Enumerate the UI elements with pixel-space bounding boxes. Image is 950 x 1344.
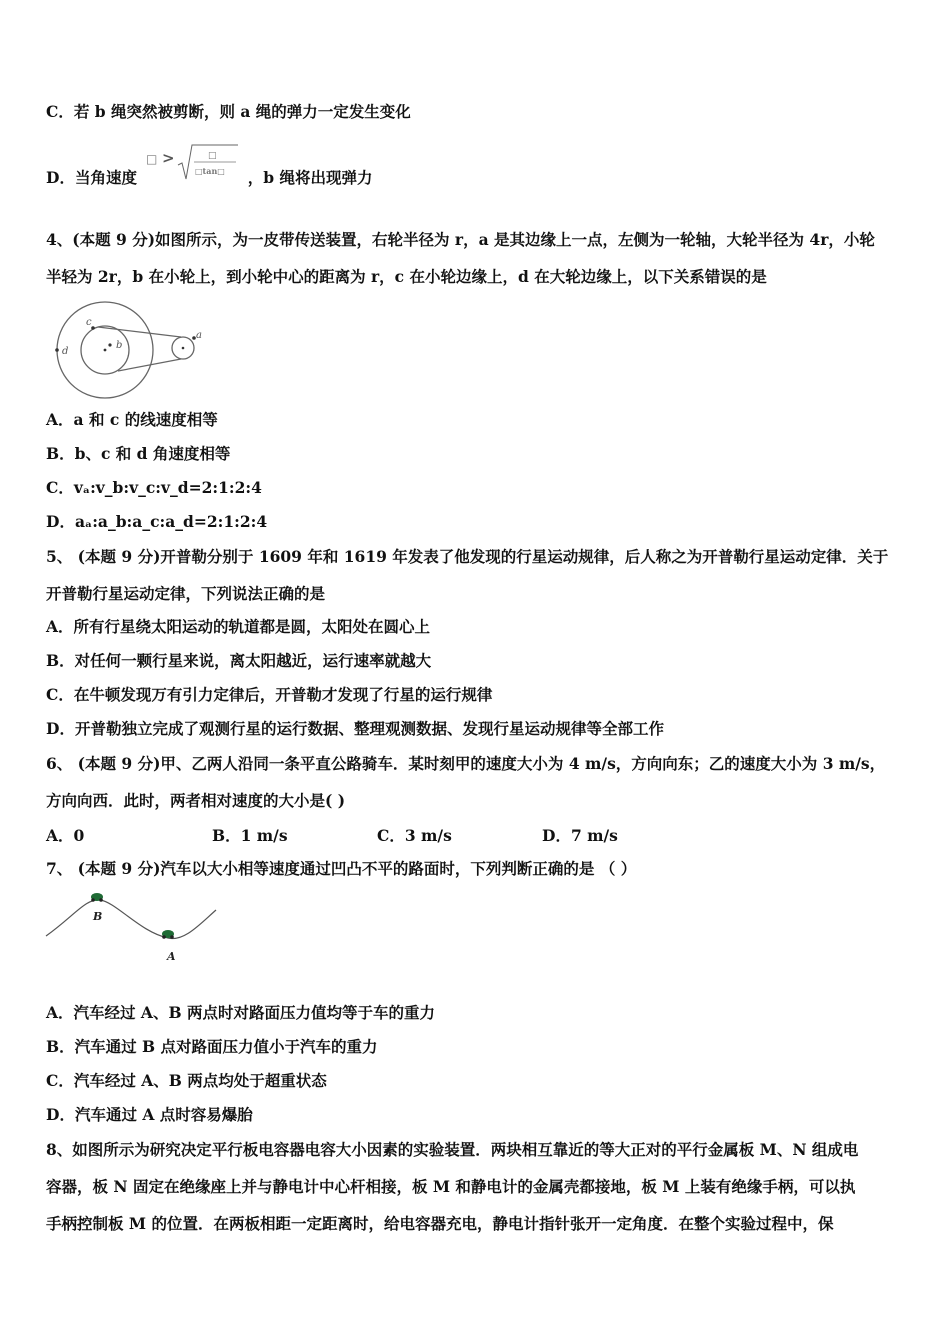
q6-stem-line1: 6、 (本题 9 分)甲、乙两人沿同一条平直公路骑车．某时刻甲的速度大小为 4 m/s，方向向东；乙的速度大小为 3 m/s， xyxy=(46,754,886,773)
q5-stem-line2: 开普勒行星运动定律，下列说法正确的是 xyxy=(46,584,326,603)
q4-belt-pulley-figure xyxy=(50,298,210,402)
q3-option-d xyxy=(46,149,373,189)
formula-greater-than: > xyxy=(162,149,175,167)
road-curve xyxy=(46,900,216,939)
label-d: d xyxy=(62,346,69,357)
q6-stem-line2: 方向向西．此时，两者相对速度的大小是( ) xyxy=(46,791,346,810)
q8-line2: 容器，板 N 固定在绝缘座上并与静电计中心杆相接，板 M 和静电计的金属壳都接地，板 M 上装有绝缘手柄，可以执 xyxy=(46,1177,856,1196)
q7-bumpy-road-figure xyxy=(44,888,220,968)
q4-option-d: D．aₐ:a_b:a_c:a_d=2:1:2:4 xyxy=(46,512,268,531)
label-a: a xyxy=(196,330,202,341)
q7-option-c: C．汽车经过 A、B 两点均处于超重状态 xyxy=(46,1071,327,1090)
label-b: B xyxy=(93,910,103,923)
q6-option-b: B．1 m/s xyxy=(212,826,288,845)
q4-option-b: B．b、c 和 d 角速度相等 xyxy=(46,444,231,463)
car-at-b xyxy=(91,893,103,902)
belt-upper xyxy=(98,327,181,337)
q5-option-a: A．所有行星绕太阳运动的轨道都是圆，太阳处在圆心上 xyxy=(46,617,431,636)
formula-omega: □ xyxy=(146,152,158,166)
point-b xyxy=(108,343,111,346)
label-b: b xyxy=(116,340,123,351)
q5-option-d: D．开普勒独立完成了观测行星的运行数据、整理观测数据、发现行星运动规律等全部工作 xyxy=(46,719,664,738)
q4-option-a: A．a 和 c 的线速度相等 xyxy=(46,410,218,429)
q8-line3: 手柄控制板 M 的位置．在两板相距一定距离时，给电容器充电，静电计指针张开一定角度．在整个实验过程中，保 xyxy=(46,1214,834,1233)
q6-option-c: C．3 m/s xyxy=(377,826,452,845)
formula-numerator: □ xyxy=(208,151,217,161)
q5-option-b: B．对任何一颗行星来说，离太阳越近，运行速率就越大 xyxy=(46,651,432,670)
q7-option-b: B．汽车通过 B 点对路面压力值小于汽车的重力 xyxy=(46,1037,378,1056)
car-at-a xyxy=(162,930,174,939)
q7-option-d: D．汽车通过 A 点时容易爆胎 xyxy=(46,1105,253,1124)
point-c xyxy=(91,326,95,330)
q7-stem: 7、 (本题 9 分)汽车以大小相等速度通过凹凸不平的路面时，下列判断正确的是 （ ） xyxy=(46,859,637,878)
label-c: c xyxy=(86,317,92,328)
center-dot xyxy=(104,349,107,352)
q4-stem-line1: 4、(本题 9 分)如图所示，为一皮带传送装置，右轮半径为 r，a 是其边缘上一点，左侧为一轮轴，大轮半径为 4r，小轮 xyxy=(46,230,875,249)
q5-stem-line1: 5、 (本题 9 分)开普勒分别于 1609 年和 1619 年发表了他发现的行星运动规律，后人称之为开普勒行星运动定律．关于 xyxy=(46,547,889,566)
q4-option-c: C．vₐ:v_b:v_c:v_d=2:1:2:4 xyxy=(46,478,262,497)
formula-denominator: □tan□ xyxy=(195,166,226,176)
q6-option-d: D．7 m/s xyxy=(542,826,618,845)
q7-option-a: A．汽车经过 A、B 两点时对路面压力值均等于车的重力 xyxy=(46,1003,435,1022)
label-a: A xyxy=(167,950,176,963)
q3-option-d-prefix: D．当角速度 xyxy=(46,168,137,187)
q8-line1: 8、如图所示为研究决定平行板电容器电容大小因素的实验装置．两块相互靠近的等大正对的平行金属板 M、N 组成电 xyxy=(46,1140,859,1159)
right-center xyxy=(182,347,185,350)
q5-option-c: C．在牛顿发现万有引力定律后，开普勒才发现了行星的运行规律 xyxy=(46,685,493,704)
q4-stem-line2: 半轻为 2r，b 在小轮上，到小轮中心的距离为 r，c 在小轮边缘上，d 在大轮边缘上，以下关系错误的是 xyxy=(46,267,767,286)
point-d xyxy=(55,348,59,352)
q6-option-a: A．0 xyxy=(46,826,85,845)
q3-option-c: C．若 b 绳突然被剪断，则 a 绳的弹力一定发生变化 xyxy=(46,102,411,121)
q3-option-d-suffix: ，b 绳将出现弹力 xyxy=(247,168,373,187)
q3-angular-velocity-formula xyxy=(146,141,242,187)
